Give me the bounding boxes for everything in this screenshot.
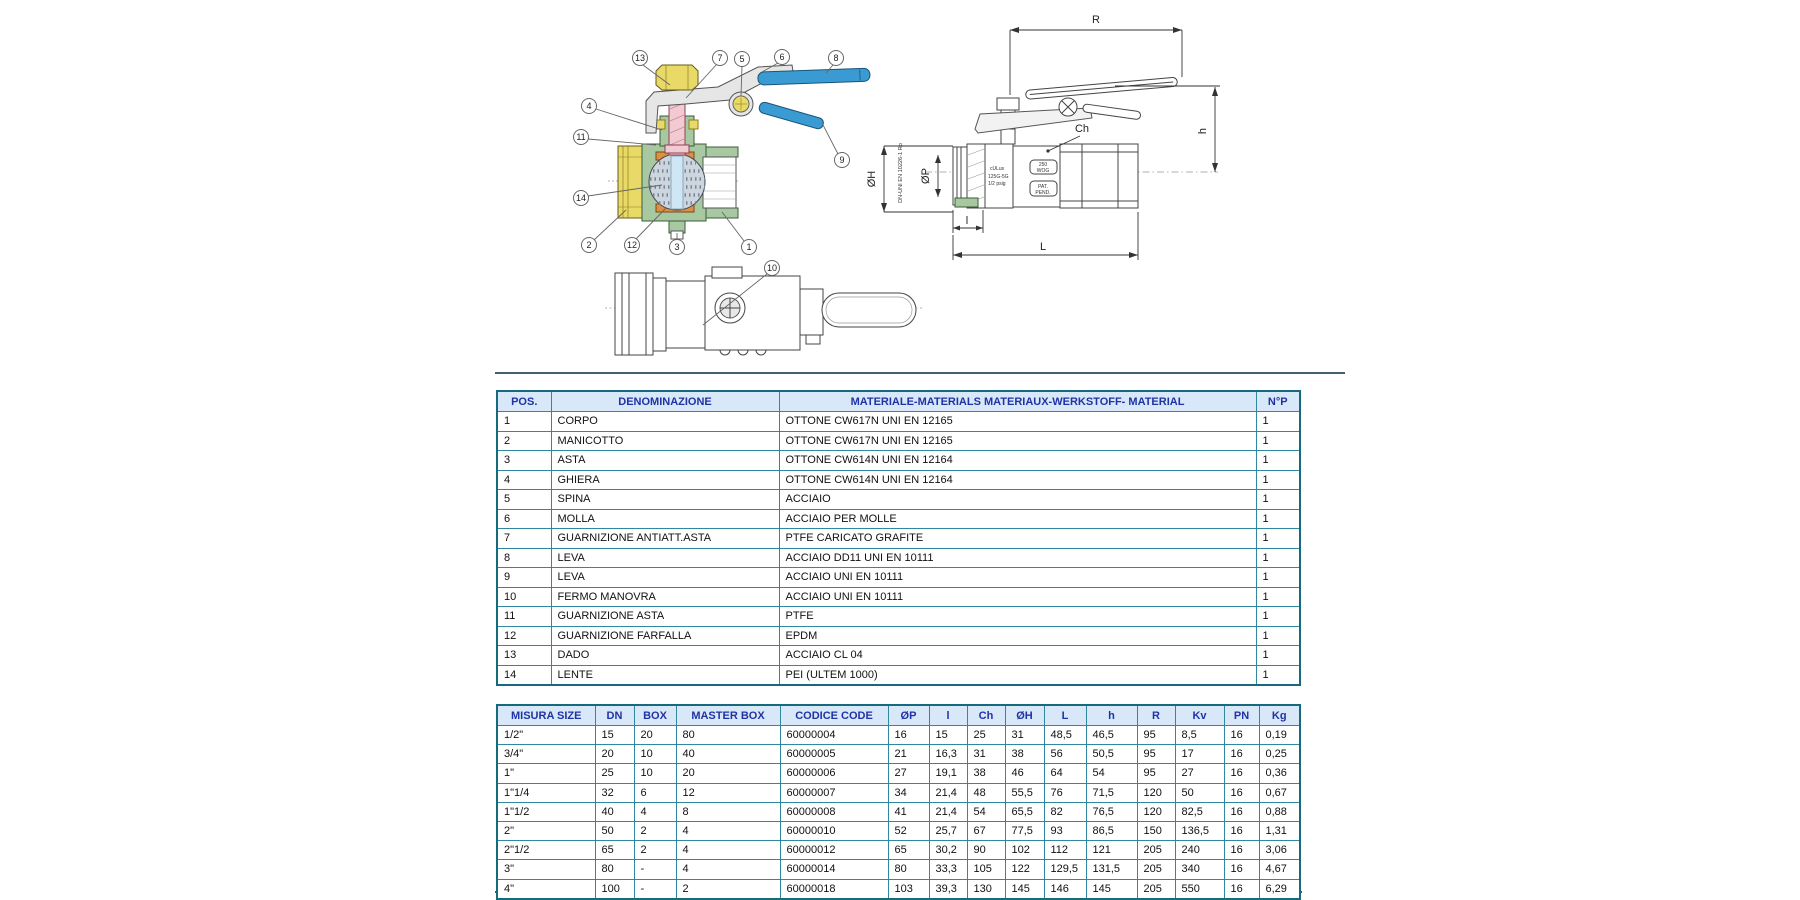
table-cell: 10 <box>634 745 676 764</box>
table-cell: 38 <box>967 764 1005 783</box>
table-cell: 56 <box>1044 745 1086 764</box>
table-cell: 8 <box>497 548 551 568</box>
table-cell: 50,5 <box>1086 745 1137 764</box>
table-row <box>497 626 1300 646</box>
table-cell: 16 <box>888 726 929 745</box>
table-cell: 50 <box>1175 783 1224 802</box>
table-cell: 16 <box>1224 802 1259 821</box>
table-row <box>497 802 1300 821</box>
table-cell: 4 <box>634 802 676 821</box>
table-cell: 46,5 <box>1086 726 1137 745</box>
table-cell: MANICOTTO <box>551 431 779 451</box>
table-cell: 95 <box>1137 745 1175 764</box>
table-cell: 1 <box>1256 490 1300 510</box>
dim-diam-H <box>866 146 953 212</box>
side-view <box>866 14 1220 260</box>
table-row <box>497 451 1300 471</box>
callout-9 <box>822 123 850 168</box>
column-header: Kg <box>1259 705 1300 726</box>
table-cell: 27 <box>1175 764 1224 783</box>
table-cell: OTTONE CW614N UNI EN 12164 <box>779 470 1256 490</box>
table-cell: 80 <box>595 860 634 879</box>
column-header: DN <box>595 705 634 726</box>
table-cell: 102 <box>1005 841 1044 860</box>
table-cell: 15 <box>595 726 634 745</box>
table-cell: 12 <box>676 783 780 802</box>
table-cell: 2 <box>634 821 676 840</box>
column-header: MISURA SIZE <box>497 705 595 726</box>
table-cell: 1" <box>497 764 595 783</box>
table-cell: PTFE CARICATO GRAFITE <box>779 529 1256 549</box>
table-cell: 3 <box>497 451 551 471</box>
svg-text:11: 11 <box>576 132 586 142</box>
svg-text:ØP: ØP <box>920 168 932 184</box>
table-cell: 205 <box>1137 860 1175 879</box>
table-cell: 8 <box>676 802 780 821</box>
table-cell: 121 <box>1086 841 1137 860</box>
table-row <box>497 764 1300 783</box>
table-cell: 120 <box>1137 802 1175 821</box>
table-cell: 4 <box>676 860 780 879</box>
table-cell: 34 <box>888 783 929 802</box>
table-cell: 60000018 <box>780 879 888 899</box>
column-header: ØP <box>888 705 929 726</box>
svg-text:PAT.: PAT. <box>1038 184 1048 190</box>
svg-text:125G-5G: 125G-5G <box>988 174 1009 180</box>
table-cell: ACCIAIO UNI EN 10111 <box>779 587 1256 607</box>
table-cell: 122 <box>1005 860 1044 879</box>
svg-text:7: 7 <box>717 53 723 63</box>
table-cell: 2 <box>497 431 551 451</box>
table-cell: 25,7 <box>929 821 967 840</box>
table-cell: 14 <box>497 665 551 685</box>
table-cell: 38 <box>1005 745 1044 764</box>
column-header: DENOMINAZIONE <box>551 391 779 412</box>
table-cell: DADO <box>551 646 779 666</box>
table-cell: 1 <box>1256 548 1300 568</box>
table-cell: 46 <box>1005 764 1044 783</box>
table-row <box>497 509 1300 529</box>
table-row <box>497 841 1300 860</box>
table-cell: GUARNIZIONE FARFALLA <box>551 626 779 646</box>
table-cell: 20 <box>595 745 634 764</box>
table-cell: 16 <box>1224 841 1259 860</box>
table-cell: 7 <box>497 529 551 549</box>
top-divider <box>495 372 1345 374</box>
column-header: Kv <box>1175 705 1224 726</box>
table-cell: 41 <box>888 802 929 821</box>
size-table-header-row <box>497 705 1300 726</box>
table-cell: 50 <box>595 821 634 840</box>
table-cell: MOLLA <box>551 509 779 529</box>
svg-text:cULus: cULus <box>990 166 1005 172</box>
table-cell: 25 <box>595 764 634 783</box>
table-cell: 20 <box>634 726 676 745</box>
table-cell: 21 <box>888 745 929 764</box>
table-cell: 145 <box>1005 879 1044 899</box>
column-header: Ch <box>967 705 1005 726</box>
table-cell: LEVA <box>551 548 779 568</box>
parts-table-header-row <box>497 391 1300 412</box>
table-cell: 1/2" <box>497 726 595 745</box>
table-cell: 8,5 <box>1175 726 1224 745</box>
table-row <box>497 879 1300 899</box>
table-cell: GUARNIZIONE ANTIATT.ASTA <box>551 529 779 549</box>
table-row <box>497 665 1300 685</box>
table-cell: 60000010 <box>780 821 888 840</box>
table-cell: 21,4 <box>929 802 967 821</box>
svg-text:250: 250 <box>1038 162 1048 168</box>
table-cell: 95 <box>1137 726 1175 745</box>
table-cell: OTTONE CW617N UNI EN 12165 <box>779 412 1256 432</box>
table-cell: 129,5 <box>1044 860 1086 879</box>
table-cell: 17 <box>1175 745 1224 764</box>
table-row <box>497 568 1300 588</box>
table-cell: 145 <box>1086 879 1137 899</box>
table-row <box>497 470 1300 490</box>
table-cell: 2 <box>634 841 676 860</box>
part-lente <box>649 154 705 210</box>
table-cell: 1 <box>1256 626 1300 646</box>
svg-text:PEND.: PEND. <box>1035 190 1051 196</box>
table-row <box>497 412 1300 432</box>
table-cell: 6 <box>497 509 551 529</box>
table-cell: 67 <box>967 821 1005 840</box>
table-cell: 10 <box>634 764 676 783</box>
table-cell: 1 <box>497 412 551 432</box>
table-cell: 90 <box>967 841 1005 860</box>
svg-text:5: 5 <box>739 54 745 64</box>
table-cell: 21,4 <box>929 783 967 802</box>
table-cell: 1 <box>1256 470 1300 490</box>
table-cell: 2" <box>497 821 595 840</box>
table-cell: 105 <box>967 860 1005 879</box>
table-cell: 340 <box>1175 860 1224 879</box>
table-cell: 1"1/4 <box>497 783 595 802</box>
table-cell: 33,3 <box>929 860 967 879</box>
table-row <box>497 490 1300 510</box>
callout-2 <box>582 210 627 253</box>
table-row <box>497 745 1300 764</box>
table-cell: 3,06 <box>1259 841 1300 860</box>
table-cell: 25 <box>967 726 1005 745</box>
part-fermo-manovra <box>720 350 766 355</box>
table-cell: - <box>634 879 676 899</box>
svg-text:12: 12 <box>626 240 638 250</box>
table-cell: 55,5 <box>1005 783 1044 802</box>
table-cell: 112 <box>1044 841 1086 860</box>
table-cell: 4,67 <box>1259 860 1300 879</box>
parts-materials-table <box>496 390 1301 686</box>
table-cell: 31 <box>1005 726 1044 745</box>
part-leva-9 <box>758 101 824 130</box>
svg-text:h: h <box>1197 127 1209 135</box>
table-cell: 0,67 <box>1259 783 1300 802</box>
table-cell: - <box>634 860 676 879</box>
column-header: MATERIALE-MATERIALS MATERIAUX-WERKSTOFF- MATERIAL <box>779 391 1256 412</box>
table-cell: 1 <box>1256 431 1300 451</box>
table-cell: 16,3 <box>929 745 967 764</box>
table-cell: 65 <box>595 841 634 860</box>
table-cell: 13 <box>497 646 551 666</box>
table-cell: 77,5 <box>1005 821 1044 840</box>
table-cell: 48,5 <box>1044 726 1086 745</box>
table-cell: OTTONE CW617N UNI EN 12165 <box>779 431 1256 451</box>
table-cell: 2 <box>676 879 780 899</box>
column-header: ØH <box>1005 705 1044 726</box>
svg-text:1: 1 <box>746 242 752 252</box>
table-cell: 0,19 <box>1259 726 1300 745</box>
svg-text:Ch: Ch <box>1074 123 1090 135</box>
table-cell: 12 <box>497 626 551 646</box>
table-cell: ACCIAIO DD11 UNI EN 10111 <box>779 548 1256 568</box>
table-cell: 76 <box>1044 783 1086 802</box>
table-cell: 65 <box>888 841 929 860</box>
table-cell: GUARNIZIONE ASTA <box>551 607 779 627</box>
table-cell: 54 <box>1086 764 1137 783</box>
table-cell: 16 <box>1224 821 1259 840</box>
table-cell: ASTA <box>551 451 779 471</box>
table-cell: 39,3 <box>929 879 967 899</box>
table-cell: ACCIAIO <box>779 490 1256 510</box>
dim-l <box>953 210 983 233</box>
table-cell: 205 <box>1137 841 1175 860</box>
svg-text:R: R <box>1092 14 1100 26</box>
table-row <box>497 548 1300 568</box>
column-header: R <box>1137 705 1175 726</box>
svg-text:9: 9 <box>839 155 845 165</box>
table-cell: 5 <box>497 490 551 510</box>
table-cell: GHIERA <box>551 470 779 490</box>
table-cell: CORPO <box>551 412 779 432</box>
table-cell: PTFE <box>779 607 1256 627</box>
table-cell: 93 <box>1044 821 1086 840</box>
table-cell: 82 <box>1044 802 1086 821</box>
table-cell: 60000014 <box>780 860 888 879</box>
svg-text:1/2 psig: 1/2 psig <box>988 181 1006 187</box>
table-cell: ACCIAIO UNI EN 10111 <box>779 568 1256 588</box>
table-cell: 30,2 <box>929 841 967 860</box>
table-cell: 64 <box>1044 764 1086 783</box>
thread-spec-label: DN-UNI EN 10226-1 Rp <box>898 143 904 203</box>
table-cell: 1 <box>1256 509 1300 529</box>
table-cell: ACCIAIO CL 04 <box>779 646 1256 666</box>
table-cell: 60000006 <box>780 764 888 783</box>
table-cell: 60000012 <box>780 841 888 860</box>
table-cell: 40 <box>676 745 780 764</box>
table-cell: 4 <box>676 821 780 840</box>
size-dimensions-table <box>496 704 1301 900</box>
table-cell: 60000007 <box>780 783 888 802</box>
column-header: N°P <box>1256 391 1300 412</box>
table-cell: FERMO MANOVRA <box>551 587 779 607</box>
table-cell: EPDM <box>779 626 1256 646</box>
table-cell: 150 <box>1137 821 1175 840</box>
table-cell: ACCIAIO PER MOLLE <box>779 509 1256 529</box>
table-cell: 103 <box>888 879 929 899</box>
table-cell: 80 <box>676 726 780 745</box>
top-view <box>605 261 922 356</box>
table-cell: 136,5 <box>1175 821 1224 840</box>
table-cell: 6,29 <box>1259 879 1300 899</box>
svg-text:14: 14 <box>575 193 587 203</box>
table-cell: 80 <box>888 860 929 879</box>
table-cell: 31 <box>967 745 1005 764</box>
gasket <box>955 198 978 207</box>
table-cell: SPINA <box>551 490 779 510</box>
table-cell: LEVA <box>551 568 779 588</box>
table-cell: 16 <box>1224 879 1259 899</box>
table-cell: 1 <box>1256 568 1300 588</box>
svg-text:3: 3 <box>674 242 680 252</box>
table-cell: 1 <box>1256 587 1300 607</box>
table-row <box>497 431 1300 451</box>
column-header: BOX <box>634 705 676 726</box>
table-cell: 0,88 <box>1259 802 1300 821</box>
table-cell: 16 <box>1224 726 1259 745</box>
svg-text:6: 6 <box>779 52 785 62</box>
table-cell: 10 <box>497 587 551 607</box>
table-cell: 32 <box>595 783 634 802</box>
table-row <box>497 726 1300 745</box>
table-cell: 3/4" <box>497 745 595 764</box>
table-cell: 1 <box>1256 646 1300 666</box>
column-header: POS. <box>497 391 551 412</box>
table-row <box>497 607 1300 627</box>
table-cell: 2"1/2 <box>497 841 595 860</box>
table-cell: 550 <box>1175 879 1224 899</box>
table-cell: 4 <box>676 841 780 860</box>
table-cell: 1 <box>1256 412 1300 432</box>
table-cell: 3" <box>497 860 595 879</box>
table-cell: 1 <box>1256 607 1300 627</box>
exploded-view <box>608 65 870 239</box>
table-cell: 15 <box>929 726 967 745</box>
table-cell: 1 <box>1256 451 1300 471</box>
table-cell: 95 <box>1137 764 1175 783</box>
svg-text:10: 10 <box>766 263 778 273</box>
svg-text:ØH: ØH <box>866 170 878 188</box>
svg-text:L: L <box>1039 241 1047 253</box>
svg-text:2: 2 <box>586 240 592 250</box>
table-row <box>497 646 1300 666</box>
table-cell: 60000004 <box>780 726 888 745</box>
column-header: CODICE CODE <box>780 705 888 726</box>
technical-drawing <box>470 5 1350 373</box>
table-cell: 27 <box>888 764 929 783</box>
table-cell: 60000008 <box>780 802 888 821</box>
table-cell: 146 <box>1044 879 1086 899</box>
table-row <box>497 529 1300 549</box>
callout-11 <box>574 130 657 146</box>
table-row <box>497 783 1300 802</box>
table-cell: 65,5 <box>1005 802 1044 821</box>
table-cell: 19,1 <box>929 764 967 783</box>
table-cell: 240 <box>1175 841 1224 860</box>
table-cell: LENTE <box>551 665 779 685</box>
table-cell: 100 <box>595 879 634 899</box>
table-row <box>497 821 1300 840</box>
column-header: PN <box>1224 705 1259 726</box>
table-cell: 71,5 <box>1086 783 1137 802</box>
table-cell: 1"1/2 <box>497 802 595 821</box>
column-header: h <box>1086 705 1137 726</box>
table-cell: 4" <box>497 879 595 899</box>
part-dado <box>656 65 698 90</box>
column-header: l <box>929 705 967 726</box>
column-header: L <box>1044 705 1086 726</box>
svg-text:8: 8 <box>833 53 839 63</box>
dim-diam-P <box>920 155 941 197</box>
table-cell: 16 <box>1224 860 1259 879</box>
table-cell: 1 <box>1256 665 1300 685</box>
svg-text:WOG: WOG <box>1036 168 1050 174</box>
table-cell: 11 <box>497 607 551 627</box>
table-cell: 48 <box>967 783 1005 802</box>
column-header: MASTER BOX <box>676 705 780 726</box>
callout-1 <box>722 212 757 255</box>
table-cell: 6 <box>634 783 676 802</box>
table-row <box>497 860 1300 879</box>
table-cell: 0,25 <box>1259 745 1300 764</box>
svg-text:l: l <box>965 215 969 227</box>
table-cell: 54 <box>967 802 1005 821</box>
table-cell: 86,5 <box>1086 821 1137 840</box>
table-cell: 9 <box>497 568 551 588</box>
dim-L <box>953 212 1138 260</box>
table-cell: 1,31 <box>1259 821 1300 840</box>
table-cell: 16 <box>1224 783 1259 802</box>
svg-text:13: 13 <box>634 53 646 63</box>
table-cell: 82,5 <box>1175 802 1224 821</box>
table-cell: OTTONE CW614N UNI EN 12164 <box>779 451 1256 471</box>
table-cell: 4 <box>497 470 551 490</box>
svg-text:4: 4 <box>586 101 592 111</box>
table-cell: 130 <box>967 879 1005 899</box>
table-cell: 1 <box>1256 529 1300 549</box>
table-cell: 120 <box>1137 783 1175 802</box>
table-cell: 76,5 <box>1086 802 1137 821</box>
table-cell: 20 <box>676 764 780 783</box>
table-cell: PEI (ULTEM 1000) <box>779 665 1256 685</box>
table-cell: 131,5 <box>1086 860 1137 879</box>
table-row <box>497 587 1300 607</box>
table-cell: 52 <box>888 821 929 840</box>
table-cell: 0,36 <box>1259 764 1300 783</box>
table-cell: 205 <box>1137 879 1175 899</box>
table-cell: 60000005 <box>780 745 888 764</box>
table-cell: 16 <box>1224 764 1259 783</box>
table-cell: 16 <box>1224 745 1259 764</box>
table-cell: 40 <box>595 802 634 821</box>
